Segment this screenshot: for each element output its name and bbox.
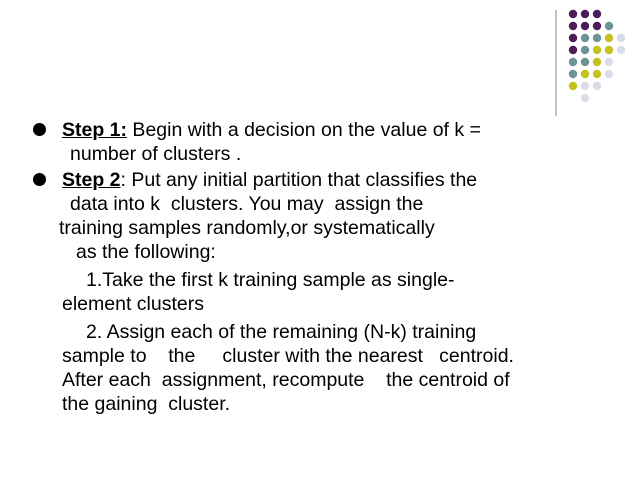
deco-dot (569, 34, 577, 42)
sub-item-1-line-2: element clusters (62, 293, 204, 315)
step-2-line-2: data into k clusters. You may assign the (70, 193, 424, 215)
step-1-line-1 (62, 118, 620, 142)
deco-dot (569, 10, 577, 18)
deco-dot (605, 70, 613, 78)
deco-dot (581, 34, 589, 42)
deco-dot (605, 58, 613, 66)
bullet-dot-icon (33, 123, 46, 136)
deco-dot (593, 58, 601, 66)
deco-dot (581, 82, 589, 90)
deco-dot (581, 70, 589, 78)
deco-dot (593, 22, 601, 30)
deco-dot (605, 22, 613, 30)
deco-dot (593, 34, 601, 42)
step-2-text: : Put any initial partition that classifies the (120, 169, 478, 191)
deco-dot (593, 82, 601, 90)
deco-dot (593, 70, 601, 78)
dot-grid (569, 10, 625, 102)
step-1-line-2: number of clusters . (70, 143, 242, 165)
deco-dot (605, 34, 613, 42)
slide-body (0, 118, 620, 416)
deco-dot (581, 10, 589, 18)
deco-dot (593, 10, 601, 18)
deco-dot (617, 34, 625, 42)
bullet-step-2 (0, 168, 620, 216)
sub-item-2-line-2: sample to the cluster with the nearest centroid. (62, 345, 514, 367)
deco-dot (569, 58, 577, 66)
deco-dot (605, 46, 613, 54)
step-2-line-1 (62, 168, 620, 192)
deco-dot (569, 70, 577, 78)
deco-dot (593, 46, 601, 54)
bullet-step-1 (0, 118, 620, 166)
step-1-heading: Step 1: (62, 119, 128, 141)
deco-dot (581, 46, 589, 54)
step-2-heading: Step 2 (62, 169, 121, 191)
sub-item-1-line-1: 1.Take the first k training sample as single- (86, 269, 455, 291)
sub-item-2-line-3: After each assignment, recompute the centroid of (62, 369, 510, 391)
step-2-line-3: training samples randomly,or systematically (59, 217, 435, 239)
sub-item-2-line-1: 2. Assign each of the remaining (N-k) training (86, 321, 477, 343)
bullet-dot-icon (33, 173, 46, 186)
sub-item-2-line-4: the gaining cluster. (62, 393, 231, 415)
deco-dot (569, 46, 577, 54)
step-2-continuation (0, 216, 620, 416)
deco-dot (581, 58, 589, 66)
deco-dot (569, 22, 577, 30)
step-2-line-4: as the following: (76, 241, 216, 263)
deco-dot (617, 46, 625, 54)
step-1-text: Begin with a decision on the value of k = (127, 119, 481, 141)
deco-dot (581, 94, 589, 102)
deco-dot (569, 82, 577, 90)
deco-dot (581, 22, 589, 30)
